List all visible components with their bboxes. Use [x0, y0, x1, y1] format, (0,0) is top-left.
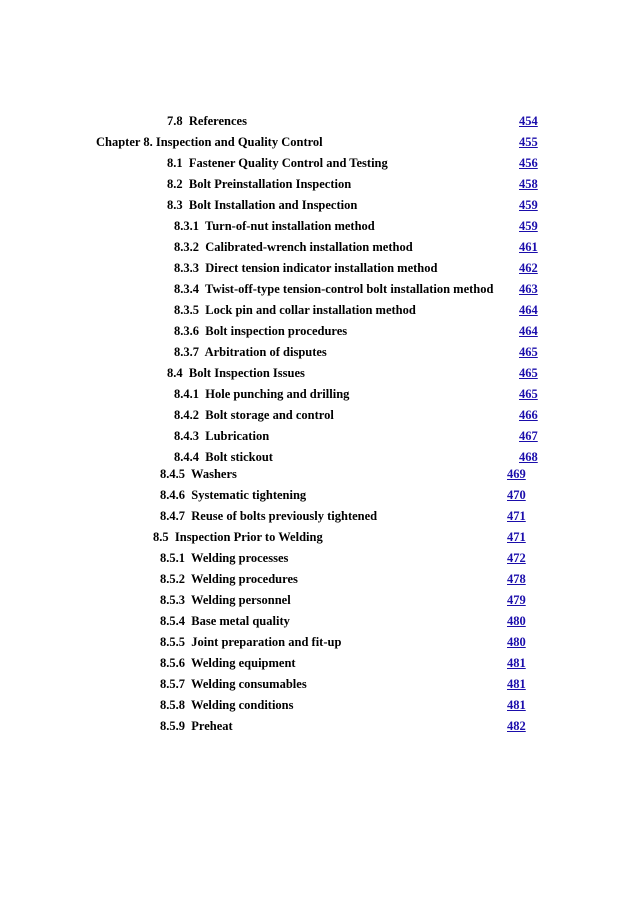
toc-page-link[interactable]: 463 — [519, 282, 538, 296]
toc-entry-number: 8.4.2 — [174, 408, 199, 422]
toc-entry-number: 8.5.2 — [160, 572, 185, 586]
toc-entry-title: Welding conditions — [191, 698, 294, 712]
toc-entry-title: Bolt Preinstallation Inspection — [188, 177, 352, 191]
toc-page-link[interactable]: 480 — [507, 635, 526, 649]
toc-entry-title: Bolt Installation and Inspection — [188, 198, 358, 212]
toc-entry-number: 8.3 — [167, 198, 183, 212]
toc-entry-title: Hole punching and drilling — [205, 387, 350, 401]
toc-entry-title: Bolt storage and control — [205, 408, 334, 422]
toc-entry-number: 8.5.6 — [160, 656, 185, 670]
toc-entry-8-5 — [153, 529, 323, 545]
toc-entry-number: Chapter 8. — [96, 135, 153, 149]
toc-entry-title: Joint preparation and fit-up — [191, 635, 342, 649]
toc-page-link[interactable]: 465 — [519, 387, 538, 401]
toc-entry-8-1 — [167, 155, 388, 171]
toc-page-link[interactable]: 459 — [519, 198, 538, 212]
toc-page-link[interactable]: 481 — [507, 656, 526, 670]
toc-page-link[interactable]: 458 — [519, 177, 538, 191]
toc-entry-number: 8.3.2 — [174, 240, 199, 254]
toc-entry-8-5-3 — [160, 592, 291, 608]
toc-entry-number: 8.5.5 — [160, 635, 185, 649]
toc-entry-number: 8.5.9 — [160, 719, 185, 733]
toc-entry-8-4-7 — [160, 508, 377, 524]
toc-entry-title: Washers — [191, 467, 237, 481]
toc-entry-number: 8.5.8 — [160, 698, 185, 712]
toc-entry-8-4-5 — [160, 466, 237, 482]
toc-entry-8-5-5 — [160, 634, 341, 650]
toc-entry-title: Arbitration of disputes — [204, 345, 327, 359]
toc-entry-8-3-4 — [174, 281, 493, 297]
toc-page-link[interactable]: 482 — [507, 719, 526, 733]
toc-entry-8-2 — [167, 176, 351, 192]
toc-entry-number: 7.8 — [167, 114, 183, 128]
toc-page-link[interactable]: 455 — [519, 135, 538, 149]
toc-entry-8-4 — [167, 365, 305, 381]
toc-entry-number: 8.5.7 — [160, 677, 185, 691]
toc-entry-title: Welding personnel — [191, 593, 291, 607]
toc-entry-number: 8.4.4 — [174, 450, 199, 464]
toc-entry-8-5-6 — [160, 655, 296, 671]
toc-entry-8-4-3 — [174, 428, 269, 444]
toc-entry-8-3-6 — [174, 323, 347, 339]
toc-entry-title: Welding procedures — [191, 572, 298, 586]
toc-entry-8-4-4 — [174, 449, 273, 465]
toc-entry-8-5-7 — [160, 676, 307, 692]
toc-page-link[interactable]: 481 — [507, 698, 526, 712]
toc-entry-title: Base metal quality — [191, 614, 290, 628]
toc-entry-number: 8.4 — [167, 366, 183, 380]
toc-entry-title: Bolt stickout — [205, 450, 273, 464]
toc-entry-title: Systematic tightening — [191, 488, 307, 502]
toc-entry-8-4-6 — [160, 487, 306, 503]
toc-entry-number: 8.1 — [167, 156, 183, 170]
toc-entry-8-3-3 — [174, 260, 437, 276]
toc-page-link[interactable]: 465 — [519, 345, 538, 359]
toc-entry-title: Lock pin and collar installation method — [205, 303, 416, 317]
toc-entry-number: 8.3.7 — [174, 345, 199, 359]
toc-entry-title: Fastener Quality Control and Testing — [188, 156, 388, 170]
toc-entry-number: 8.5.4 — [160, 614, 185, 628]
toc-entry-title: Reuse of bolts previously tightened — [191, 509, 378, 523]
toc-entry-number: 8.3.5 — [174, 303, 199, 317]
toc-entry-title: References — [188, 114, 247, 128]
toc-entry-title: Inspection Prior to Welding — [174, 530, 323, 544]
toc-entry-number: 8.4.3 — [174, 429, 199, 443]
toc-entry-title: Twist-off-type tension-control bolt installation method — [205, 282, 494, 296]
toc-entry-8-4-2 — [174, 407, 334, 423]
toc-entry-number: 8.4.1 — [174, 387, 199, 401]
toc-entry-title: Welding equipment — [191, 656, 296, 670]
toc-entry-8-5-4 — [160, 613, 290, 629]
toc-page-link[interactable]: 468 — [519, 450, 538, 464]
toc-page-link[interactable]: 459 — [519, 219, 538, 233]
toc-entry-title: Welding processes — [191, 551, 289, 565]
toc-page-link[interactable]: 461 — [519, 240, 538, 254]
toc-entry-chapter-8 — [96, 134, 323, 150]
toc-entry-8-5-1 — [160, 550, 288, 566]
toc-entry-title: Inspection and Quality Control — [155, 135, 323, 149]
toc-entry-title: Preheat — [191, 719, 233, 733]
toc-entry-number: 8.3.3 — [174, 261, 199, 275]
toc-page-link[interactable]: 464 — [519, 303, 538, 317]
toc-entry-8-4-1 — [174, 386, 349, 402]
toc-entry-8-3-1 — [174, 218, 375, 234]
toc-page-link[interactable]: 467 — [519, 429, 538, 443]
toc-entry-number: 8.4.7 — [160, 509, 185, 523]
toc-entry-title: Bolt inspection procedures — [205, 324, 348, 338]
toc-entry-title: Lubrication — [205, 429, 270, 443]
toc-page-link[interactable]: 470 — [507, 488, 526, 502]
toc-entry-title: Calibrated-wrench installation method — [205, 240, 413, 254]
toc-entry-number: 8.3.4 — [174, 282, 199, 296]
toc-page-link[interactable]: 479 — [507, 593, 526, 607]
toc-page-link[interactable]: 454 — [519, 114, 538, 128]
toc-entry-8-3-2 — [174, 239, 413, 255]
toc-entry-8-5-9 — [160, 718, 233, 734]
toc-entry-number: 8.5.1 — [160, 551, 185, 565]
toc-entry-7-8 — [167, 113, 247, 129]
toc-page-link[interactable]: 469 — [507, 467, 526, 481]
toc-page-link[interactable]: 472 — [507, 551, 526, 565]
toc-entry-title: Bolt Inspection Issues — [188, 366, 305, 380]
toc-entry-number: 8.3.1 — [174, 219, 199, 233]
toc-page-link[interactable]: 456 — [519, 156, 538, 170]
toc-page-link[interactable]: 480 — [507, 614, 526, 628]
toc-page-link[interactable]: 465 — [519, 366, 538, 380]
toc-entry-title: Welding consumables — [191, 677, 307, 691]
toc-entry-number: 8.4.5 — [160, 467, 185, 481]
toc-entry-title: Direct tension indicator installation method — [205, 261, 438, 275]
toc-page-link[interactable]: 464 — [519, 324, 538, 338]
toc-entry-number: 8.5 — [153, 530, 169, 544]
toc-entry-number: 8.3.6 — [174, 324, 199, 338]
toc-entry-8-3-7 — [174, 344, 327, 360]
toc-entry-8-5-2 — [160, 571, 298, 587]
toc-entry-8-5-8 — [160, 697, 294, 713]
toc-page-link[interactable]: 471 — [507, 509, 526, 523]
toc-page-link[interactable]: 466 — [519, 408, 538, 422]
toc-entry-number: 8.4.6 — [160, 488, 185, 502]
toc-entry-8-3-5 — [174, 302, 416, 318]
toc-entry-number: 8.2 — [167, 177, 183, 191]
toc-page-link[interactable]: 462 — [519, 261, 538, 275]
toc-entry-title: Turn-of-nut installation method — [205, 219, 375, 233]
toc-page-link[interactable]: 478 — [507, 572, 526, 586]
toc-entry-8-3 — [167, 197, 357, 213]
toc-entry-number: 8.5.3 — [160, 593, 185, 607]
toc-page-link[interactable]: 481 — [507, 677, 526, 691]
toc-page-link[interactable]: 471 — [507, 530, 526, 544]
